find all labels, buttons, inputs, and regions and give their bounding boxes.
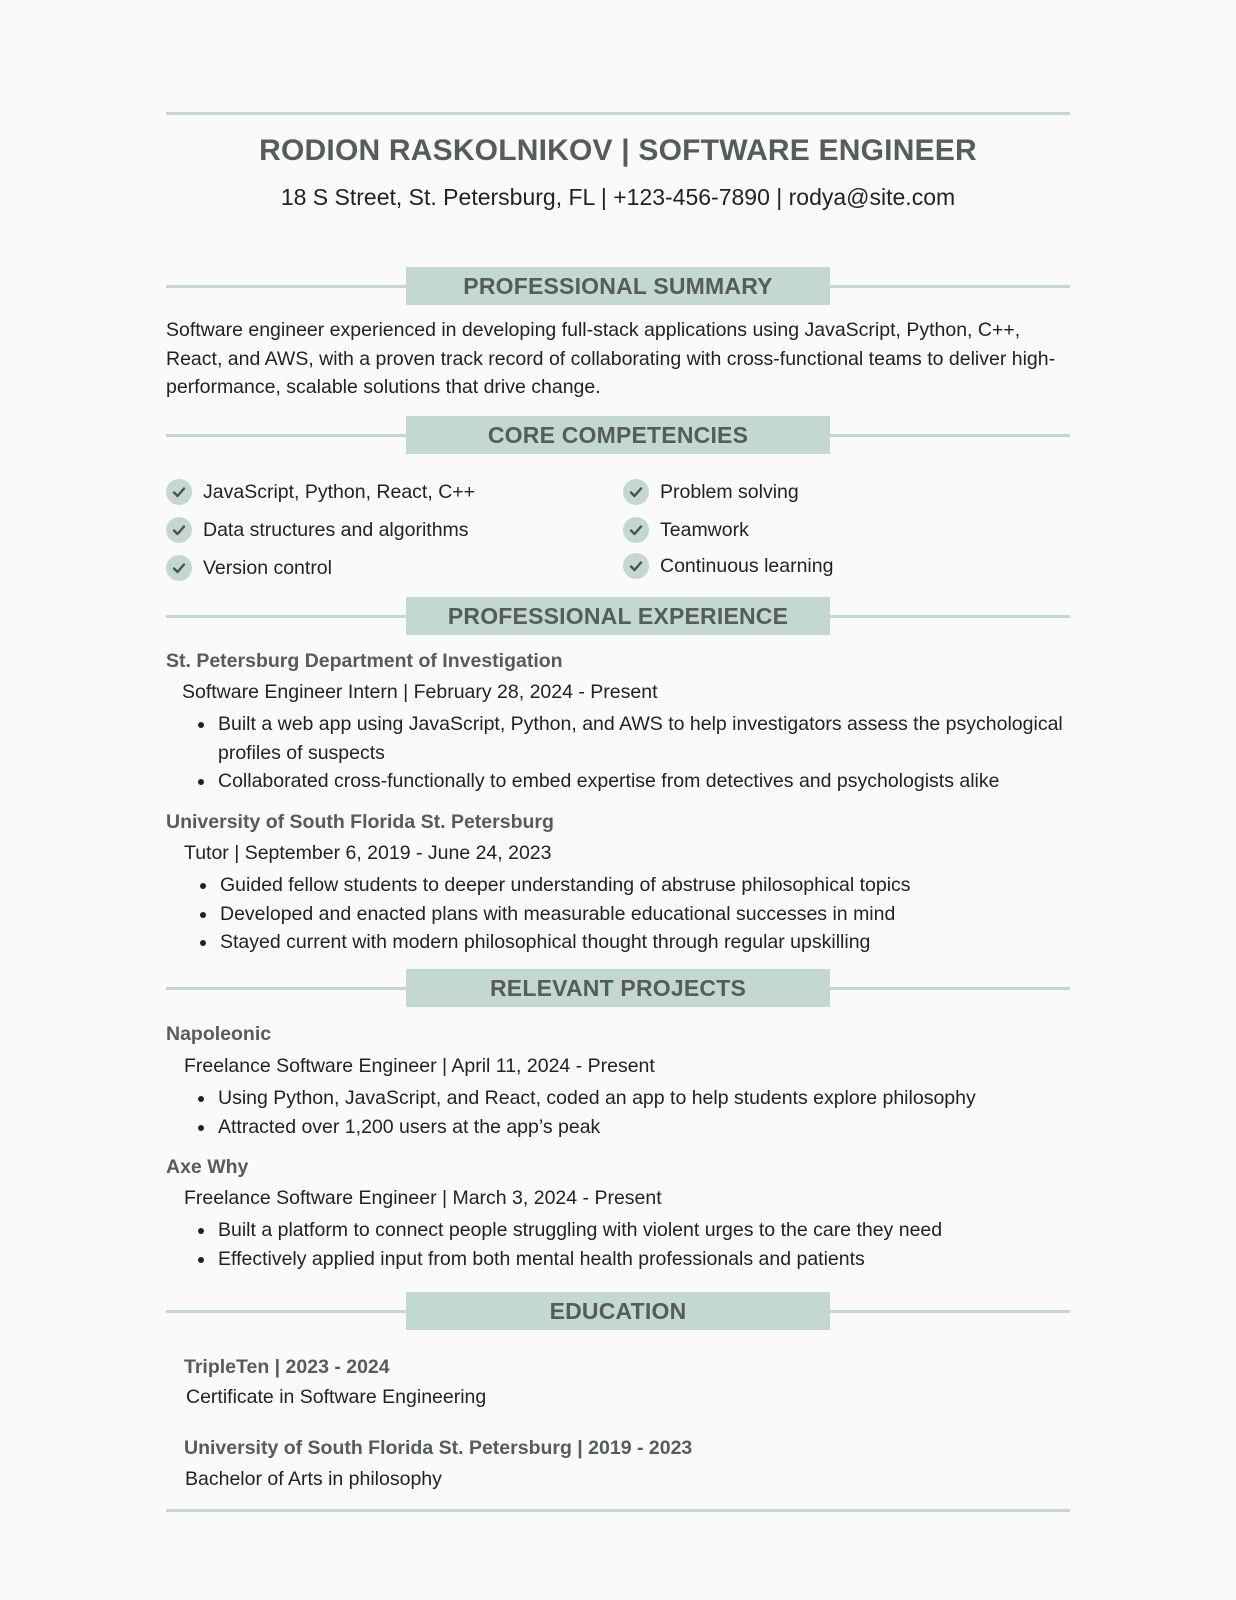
contact-line: 18 S Street, St. Petersburg, FL | +123-456-7890 | rodya@site.com: [280, 184, 956, 210]
job-bullets: [192, 710, 1096, 796]
project-bullets: [192, 1216, 1096, 1273]
section-heading: PROFESSIONAL SUMMARY: [406, 267, 830, 305]
competency-item: [623, 477, 799, 507]
job-role-dates: Tutor | September 6, 2019 - June 24, 2023: [184, 842, 552, 864]
competency-item: [166, 515, 469, 545]
project-name: Napoleonic: [166, 1023, 272, 1045]
job-bullet: • Developed and enacted plans with measurable educational successes in mind: [218, 900, 1088, 929]
competency-label: JavaScript, Python, React, C++: [203, 480, 476, 503]
employer-name: University of South Florida St. Petersburg: [166, 811, 554, 833]
competency-label: Continuous learning: [660, 554, 834, 577]
section-heading: PROFESSIONAL EXPERIENCE: [406, 597, 830, 635]
education-degree: Certificate in Software Engineering: [186, 1386, 487, 1408]
project-bullet: • Attracted over 1,200 users at the app’s peak: [216, 1113, 1096, 1142]
check-icon: [623, 479, 649, 505]
education-school: University of South Florida St. Petersburg | 2019 - 2023: [184, 1437, 693, 1459]
competency-label: Data structures and algorithms: [203, 518, 469, 541]
check-icon: [166, 555, 192, 581]
project-role-dates: Freelance Software Engineer | March 3, 2024 - Present: [184, 1187, 662, 1209]
check-icon: [166, 479, 192, 505]
competency-label: Problem solving: [660, 480, 799, 503]
competency-label: Teamwork: [660, 518, 749, 541]
job-bullet: • Guided fellow students to deeper understanding of abstruse philosophical topics: [218, 871, 1088, 900]
section-professional-experience: [166, 597, 1070, 635]
competency-item: [166, 553, 332, 583]
competency-item: [623, 551, 833, 581]
competency-item: [166, 477, 475, 507]
project-bullet: • Using Python, JavaScript, and React, coded an app to help students explore philosophy: [216, 1084, 1096, 1113]
summary-text: Software engineer experienced in developing full-stack applications using JavaScript, Python, C++, React, and AWS, with a proven track record of collaborating with cross-functional teams to deliver high-performance, scalable solutions that drive change.: [166, 319, 1056, 398]
section-heading: CORE COMPETENCIES: [406, 416, 830, 454]
section-heading: EDUCATION: [406, 1292, 830, 1330]
competency-label: Version control: [203, 556, 332, 579]
check-icon: [623, 517, 649, 543]
project-bullets: [192, 1084, 1096, 1141]
job-bullet: • Collaborated cross-functionally to embed expertise from detectives and psychologists alike: [216, 767, 1096, 796]
job-role-dates: Software Engineer Intern | February 28, 2024 - Present: [182, 681, 658, 703]
project-bullet: • Built a platform to connect people struggling with violent urges to the care they need: [216, 1216, 1096, 1245]
project-role-dates: Freelance Software Engineer | April 11, 2024 - Present: [184, 1055, 655, 1077]
section-professional-summary: [166, 267, 1070, 305]
bottom-divider: [166, 1509, 1070, 1512]
job-bullet: • Built a web app using JavaScript, Python, and AWS to help investigators assess the psychological profiles of suspects: [216, 710, 1096, 767]
project-name: Axe Why: [166, 1156, 249, 1178]
section-relevant-projects: [166, 969, 1070, 1007]
check-icon: [623, 553, 649, 579]
education-degree: Bachelor of Arts in philosophy: [185, 1468, 442, 1490]
education-school: TripleTen | 2023 - 2024: [184, 1356, 390, 1378]
check-icon: [166, 517, 192, 543]
employer-name: St. Petersburg Department of Investigation: [166, 650, 563, 672]
section-core-competencies: [166, 416, 1070, 454]
top-divider: [166, 112, 1070, 115]
job-bullet: • Stayed current with modern philosophical thought through regular upskilling: [218, 928, 1088, 957]
job-bullets: [194, 871, 1088, 957]
resume-title: RODION RASKOLNIKOV | SOFTWARE ENGINEER: [259, 134, 977, 167]
project-bullet: • Effectively applied input from both mental health professionals and patients: [216, 1245, 1096, 1274]
section-heading: RELEVANT PROJECTS: [406, 969, 830, 1007]
competency-item: [623, 515, 749, 545]
section-education: [166, 1292, 1070, 1330]
